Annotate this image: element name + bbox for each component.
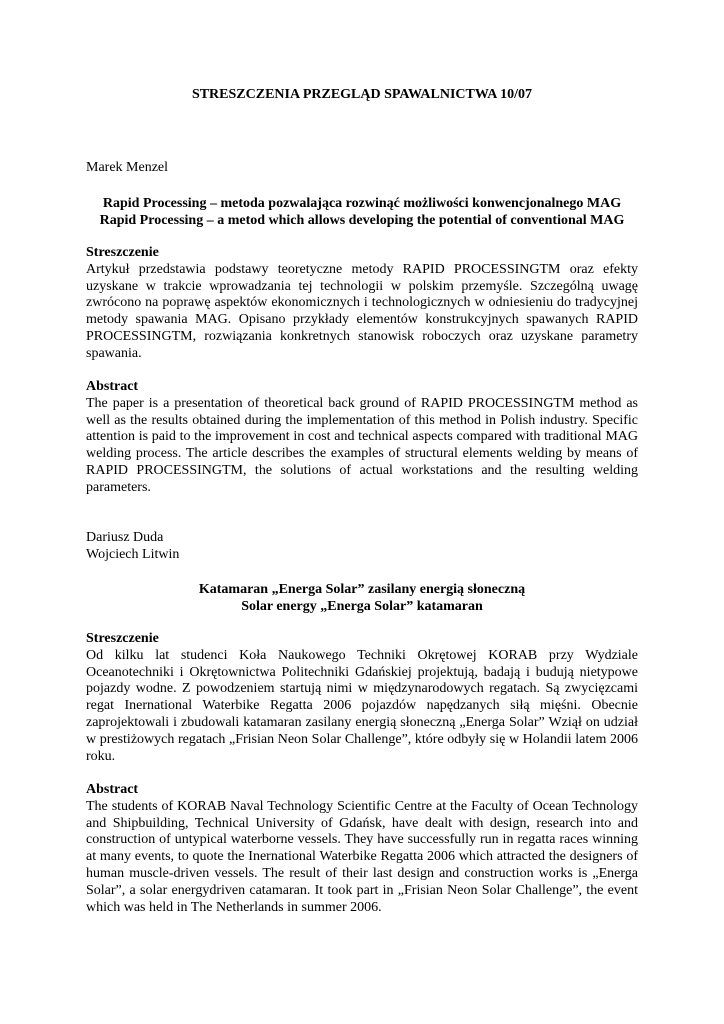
abstract-text: The paper is a presentation of theoretical back ground of RAPID PROCESSINGTM method as well as the results obtained during the implementation of this method in Polish industry. Specific attention is paid to the improvement in cost and technical aspects compared with traditional MAG welding process. The article describes the examples of structural elements welding by means of RAPID PROCESSINGTM, the solutions of actual workstations and the resulting welding parameters. <box>86 395 638 495</box>
article-1-streszczenie <box>86 245 638 363</box>
article-title-pl: Rapid Processing – metoda pozwalająca rozwinąć możliwości konwencjonalnego MAG <box>102 196 622 211</box>
article-title-en: Solar energy „Energa Solar” katamaran <box>241 598 483 614</box>
article-2-authors <box>86 530 638 564</box>
streszczenie-heading: Streszczenie <box>86 631 159 646</box>
article-2-titles <box>86 582 638 616</box>
article-2-abstract <box>86 782 638 916</box>
article-1-titles <box>86 196 638 230</box>
document-page <box>86 0 638 1024</box>
abstract-heading: Abstract <box>86 782 139 797</box>
article-title-pl: Katamaran „Energa Solar” zasilany energią słoneczną <box>198 582 526 597</box>
author-name: Wojciech Litwin <box>86 546 180 562</box>
article-1-abstract <box>86 379 638 497</box>
article-2-streszczenie <box>86 631 638 765</box>
author-name: Dariusz Duda <box>86 530 164 545</box>
author-name: Marek Menzel <box>86 160 169 175</box>
streszczenie-text: Artykuł przedstawia podstawy teoretyczne metody RAPID PROCESSINGTM oraz efekty uzyskane w trakcie wprowadzania tej technologii w polskim przemyśle. Szczególną uwagę zwrócono na poprawę aspektów ekonomicznych i technologicznych w odniesieniu do tradycyjnej metody spawania MAG. Opisano przykłady elementów konstrukcyjnych spawanych RAPID PROCESSINGTM, rozwiązania konkretnych stanowisk roboczych oraz uzyskane parametry spawania. <box>86 261 638 361</box>
streszczenie-text: Od kilku lat studenci Koła Naukowego Techniki Okrętowej KORAB przy Wydziale Oceanotechniki i Okrętownictwa Politechniki Gdańskiej projektują, badają i budują nietypowe pojazdy wodne. Z powodzeniem startują nimi w międzynarodowych regatach. Są zwycięzcami regat Inernational Waterbike Regatta 2006 pojazdów napędzanych siłą mięśni. Obecnie zaprojektowali i zbudowali katamaran zasilany energią słoneczną „Energa Solar” Wziął on udział w prestiżowych regatach „Frisian Neon Solar Challenge”, które odbyły się w Holandii latem 2006 roku. <box>86 647 638 764</box>
abstract-heading: Abstract <box>86 379 139 394</box>
document-title: STRESZCZENIA PRZEGLĄD SPAWALNICTWA 10/07 <box>191 87 533 102</box>
streszczenie-heading: Streszczenie <box>86 245 159 260</box>
abstract-text: The students of KORAB Naval Technology Scientific Centre at the Faculty of Ocean Technology and Shipbuilding, Technical University of Gdańsk, have dealt with design, research into and construction of untypical waterborne vessels. They have successfully run in regatta races winning at many events, to quote the Inernational Waterbike Regatta 2006 which attracted the designers of human muscle-driven vessels. The result of their last design and construction works is „Energa Solar”, a solar energydriven catamaran. It took part in „Frisian Neon Solar Challenge”, the event which was held in The Netherlands in summer 2006. <box>86 798 638 915</box>
article-title-en: Rapid Processing – a metod which allows developing the potential of conventional MAG <box>99 212 625 228</box>
article-1-author <box>86 160 638 177</box>
